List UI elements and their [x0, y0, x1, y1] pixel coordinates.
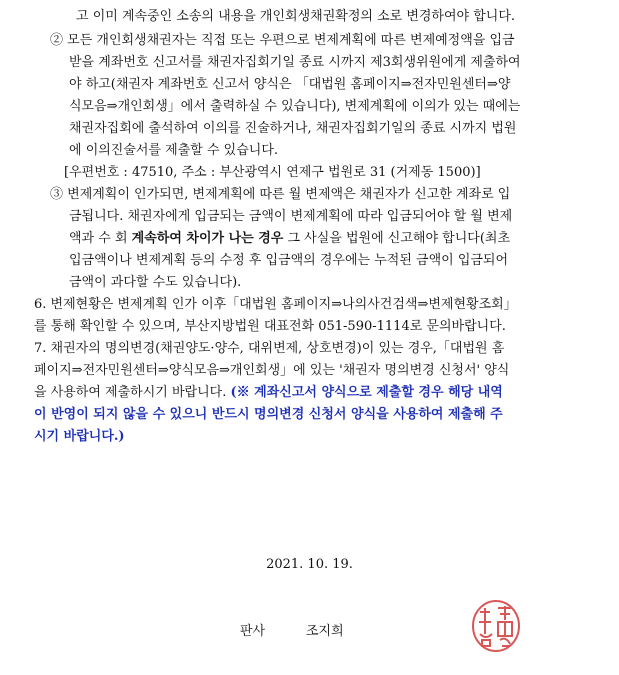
text-line: 받을 계좌번호 신고서를 채권자집회기일 종료 시까지 제3회생위원에게 제출하여	[69, 55, 521, 70]
blue-warning-text: 이 반영이 되지 않을 수 있으니 반드시 명의변경 신청서 양식을 사용하여 제출해 주	[34, 407, 503, 422]
blue-warning-text: (※ 계좌신고서 양식으로 제출할 경우 해당 내역	[230, 385, 503, 400]
blue-warning-text: 시기 바랍니다.)	[34, 429, 125, 444]
postal-address: [우편번호 : 47510, 주소 : 부산광역시 연제구 법원로 31 (거제동 1500)]	[64, 165, 481, 180]
text-line: 식모음⇒개인회생」에서 출력하실 수 있습니다), 변제계획에 이의가 있는 때에는	[69, 99, 521, 114]
text-line: ③ 변제계획이 인가되면, 변제계획에 따른 월 변제액은 채권자가 신고한 계좌로 입	[50, 187, 511, 202]
emphasis-text: 계속하여 차이가 나는 경우	[131, 231, 284, 246]
judge-name: 조지희	[306, 624, 344, 639]
text-line	[69, 228, 510, 250]
text-line: 야 하고(채권자 계좌번호 신고서 양식은 「대법원 홈페이지⇒전자민원센터⇒양	[69, 77, 511, 92]
text-line: 7. 채권자의 명의변경(채권양도·양수, 대위변제, 상호변경)이 있는 경우,「대법원 홈	[34, 341, 505, 356]
text-segment: 액과 수 회	[69, 231, 132, 246]
text-line: 금액이 과다할 수도 있습니다).	[69, 275, 242, 290]
text-line: 채권자집회에 출석하여 이의를 진술하거나, 채권자집회기일의 종료 시까지 법원	[69, 121, 517, 136]
text-line: 에 이의진술서를 제출할 수 있습니다.	[69, 143, 279, 158]
text-line: ② 모든 개인회생채권자는 직접 또는 우편으로 변제계획에 따른 변제예정액을 입금	[50, 33, 515, 48]
text-line: 페이지⇒전자민원센터⇒양식모음⇒개인회생」에 있는 '채권자 명의변경 신청서' 양식	[34, 363, 510, 378]
text-line	[34, 382, 503, 404]
text-line: 고 이미 계속중인 소송의 내용을 개인회생채권확정의 소로 변경하여야 합니다.	[76, 9, 516, 24]
text-line: 6. 변제현황은 변제계획 인가 이후「대법원 홈페이지⇒나의사건검색⇒변제현황조회」	[34, 297, 517, 312]
judge-seal-stamp	[470, 598, 522, 654]
text-segment: 을 사용하여 제출하시기 바랍니다.	[34, 385, 231, 400]
document-date: 2021. 10. 19.	[266, 557, 353, 572]
judge-title: 판사	[240, 624, 266, 639]
text-segment: 그 사실을 법원에 신고해야 합니다(최초	[283, 231, 511, 246]
text-line: 를 통해 확인할 수 있으며, 부산지방법원 대표전화 051-590-1114로 문의바랍니다.	[34, 319, 506, 334]
text-line: 금됩니다. 채권자에게 입금되는 금액이 변제계획에 따라 입금되어야 할 월 변제	[69, 209, 513, 224]
text-line: 입금액이나 변제계획 등의 수정 후 입금액의 경우에는 누적된 금액이 입금되어	[69, 253, 509, 268]
